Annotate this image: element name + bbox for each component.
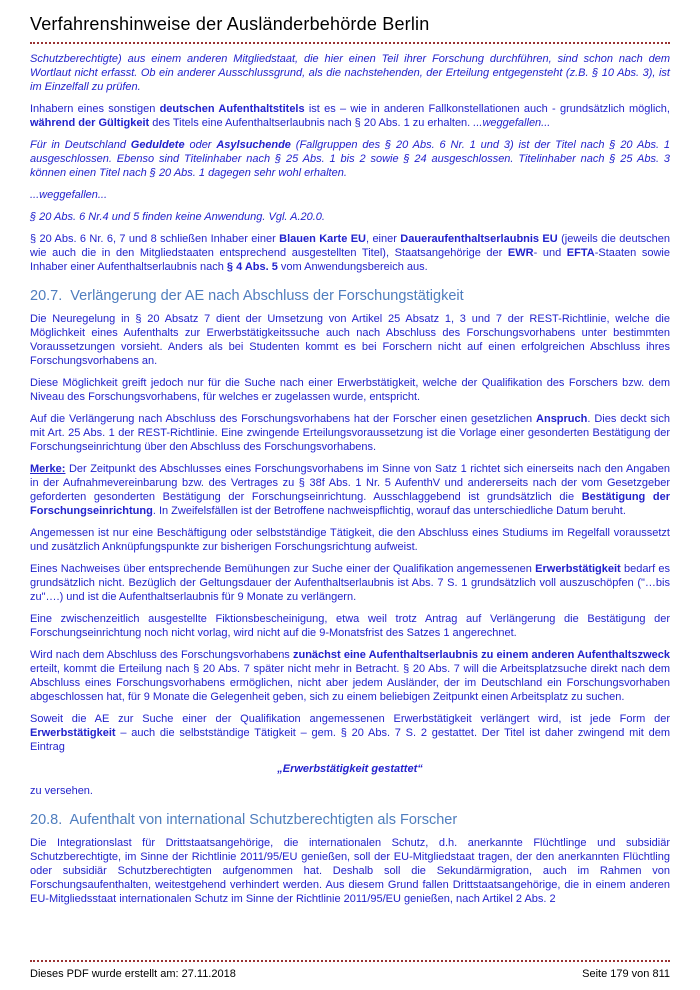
- paragraph: [30, 312, 670, 368]
- text-segment: erteilt, kommt die Erteilung nach § 20 Abs. 7 später nicht mehr in Betracht. § 20 Abs. 7 will die Arbeitsplatzsuche direkt nach dem Abschluss eines Forschungsvorhabens ermöglichen, nicht aber jedem Ausländer, der im Deutschland ein Forschungsvorhaben abgeschlossen hat, für 9 Monate die Gelegenheit geben, sich zu einem beliebigen Zeitpunkt einen Arbeitsplatz zu suchen.: [30, 663, 670, 703]
- text-segment: § 4 Abs. 5: [226, 261, 278, 273]
- text-segment: ist es – wie in anderen Fallkonstellationen auch - grundsätzlich möglich,: [304, 103, 670, 115]
- text-segment: Wird nach dem Abschluss des Forschungsvorhabens: [30, 649, 293, 661]
- text-segment: des Titels eine Aufenthaltserlaubnis nach § 20 Abs. 1 zu erhalten.: [149, 117, 474, 129]
- text-segment: Geduldete: [130, 139, 185, 151]
- text-segment: Die Neuregelung in § 20 Absatz 7 dient der Umsetzung von Artikel 25 Absatz 1, 3 und 7 der REST-Richtlinie, welche die Möglichkeit eines Aufenthalts zur Erwerbstätigkeitssuche auch nach Abschluss des Forschungsvorhabens unter bestimmten Voraussetzungen vorsieht. Anders als bei Studenten kommt es bei Forschern nicht auf einen erfolgreichen Abschluss ihres Forschungsvorhabens an.: [30, 313, 670, 367]
- text-segment: Soweit die AE zur Suche einer der Qualifikation angemessenen Erwerbstätigkeit verlängert wird, ist jede Form der: [30, 713, 670, 725]
- text-segment: Angemessen ist nur eine Beschäftigung oder selbstständige Tätigkeit, die den Abschluss eines Studiums im Regelfall voraussetzt und zusätzlich Anknüpfungspunkte zur bisherigen Forschungsrichtung aufweist.: [30, 527, 670, 553]
- text-segment: Blauen Karte EU: [279, 233, 366, 245]
- text-segment: § 20 Abs. 6 Nr. 6, 7 und 8 schließen Inhaber einer: [30, 233, 280, 245]
- footer-divider: [30, 960, 670, 962]
- text-segment: . In Zweifelsfällen ist der Betroffene nachweispflichtig, worauf das unterschiedliche Datum beruht.: [152, 505, 626, 517]
- document-body: [30, 52, 670, 906]
- text-segment: Schutzberechtigte) aus einem anderen Mitgliedstaat, die hier einen Teil ihrer Forschung durchführen, sind schon nach dem Wortlaut nicht erfasst. Ob ein anderer Ausschlussgrund, als die nachstehenden, der Erteilung entgegensteht (z.B. § 10 Abs. 3), ist im Einzelfall zu prüfen.: [30, 53, 670, 93]
- page-footer: [30, 960, 670, 980]
- text-segment: bedarf es grundsätzlich nicht. Bezüglich der Geltungsdauer der Aufenthaltserlaubnis ist Abs. 7 S. 1 grundsätzlich voll auszuschöpfen ("…bis zu"….) und ist die Aufenthaltserlaubnis für 9 Monate zu verlängern.: [30, 563, 670, 603]
- text-segment: Erwerbstätigkeit: [30, 727, 116, 739]
- paragraph: [30, 648, 670, 704]
- text-segment: Der Zeitpunkt des Abschlusses eines Forschungsvorhabens im Sinne von Satz 1 richtet sich einerseits nach den Angaben in der Aufnahmevereinbarung bzw. des Vertrages zu § 38f Abs. 1 Nr. 5 AufenthV und andererseits nach der vom Gesetzgeber geforderten gesonderten Bestätigung der Forschungseinrichtung. Ausschlaggebend ist grundsätzlich die: [30, 463, 670, 503]
- text-segment: ...weggefallen...: [473, 117, 551, 129]
- paragraph: [30, 562, 670, 604]
- text-segment: , einer: [366, 233, 401, 245]
- paragraph: [30, 232, 670, 274]
- text-segment: -Staaten sowie Inhaber einer Aufenthaltserlaubnis nach: [30, 247, 670, 273]
- text-segment: Anspruch: [536, 413, 588, 425]
- entry-quote-line: [30, 762, 670, 776]
- section-20-7-heading: 20.7. Verlängerung der AE nach Abschluss der Forschungstätigkeit: [30, 288, 464, 304]
- paragraph: [30, 102, 670, 130]
- section-20-8-heading: 20.8. Aufenthalt von international Schutzberechtigten als Forscher: [30, 812, 458, 828]
- text-segment: „Erwerbstätigkeit gestattet“: [277, 763, 423, 775]
- paragraph: [30, 612, 670, 640]
- paragraph: [30, 784, 670, 798]
- text-segment: (jeweils die deutschen wie auch die in den Mitgliedstaaten entsprechend ausgestellten Titel), Staatsangehörige der: [30, 233, 670, 259]
- text-segment: Erwerbstätigkeit: [535, 563, 621, 575]
- paragraph: [30, 526, 670, 554]
- text-segment: Merke:: [30, 463, 66, 475]
- title-divider: [30, 42, 670, 44]
- text-segment: - und: [533, 247, 567, 259]
- footer-created-date: Dieses PDF wurde erstellt am: 27.11.2018: [30, 968, 236, 980]
- text-segment: Die Integrationslast für Drittstaatsangehörige, die internationalen Schutz, d.h. anerkannte Flüchtlinge und subsidiär Schutzberechtigte, im Sinne der Richtlinie 2011/95/EU genießen, soll der EU-Mitgliedstaat tragen, der den anerkannten Flüchtling oder subsidiär Schutzberechtigten aufgenommen hat. Deshalb soll die Sekundärmigration, auch im Rahmen von Forschungsaufenthalten, weitestgehend verhindert werden. Aus diesem Grund fallen Drittstaatsangehörige, die in einem anderen EU-Mitgliedsstaat internationalen Schutz im Sinne der Richtlinie 2011/95/EU genießen, nach Artikel 2 Abs. 2: [30, 837, 670, 905]
- footer-page-number: Seite 179 von 811: [582, 968, 670, 980]
- text-segment: EFTA: [566, 247, 595, 259]
- text-segment: Für in Deutschland: [30, 139, 131, 151]
- paragraph: [30, 462, 670, 518]
- text-segment: (Fallgruppen des § 20 Abs. 6 Nr. 1 und 3) ist der Titel nach § 20 Abs. 1 ausgeschlossen. Ebenso sind Titelinhaber nach § 25 Abs. 1 bis 2 sowie § 24 ausgeschlossen. Titelinhaber nach § 25 Abs. 3 können einen Titel nach § 20 Abs. 1 dagegen sehr wohl erhalten.: [30, 139, 670, 179]
- text-segment: während der Gültigkeit: [30, 117, 150, 129]
- paragraph: [30, 376, 670, 404]
- text-segment: Eine zwischenzeitlich ausgestellte Fiktionsbescheinigung, etwa weil trotz Antrag auf Verlängerung die Bestätigung der Forschungseinrichtung noch nicht vorlag, wird nicht auf die 9-Monatsfrist des Satzes 1 angerechnet.: [30, 613, 670, 639]
- text-segment: Auf die Verlängerung nach Abschluss des Forschungsvorhabens hat der Forscher einen gesetzlichen: [30, 413, 537, 425]
- text-segment: – auch die selbstständige Tätigkeit – gem. § 20 Abs. 7 S. 2 gestattet. Der Titel ist daher zwingend mit dem Eintrag: [30, 727, 670, 753]
- paragraph: [30, 188, 670, 202]
- text-segment: . Dies deckt sich mit Art. 25 Abs. 1 der REST-Richtlinie. Eine zwingende Erteilungsvoraussetzung ist die Vorlage einer gesonderten Bestätigung der Forschungseinrichtung über den Abschluss des Forschungsvorhabens.: [30, 413, 670, 453]
- text-segment: Daueraufenthaltserlaubnis EU: [400, 233, 558, 245]
- text-segment: EWR: [507, 247, 534, 259]
- text-segment: zunächst eine Aufenthaltserlaubnis zu einem anderen Aufenthaltszweck: [292, 649, 670, 661]
- text-segment: ...weggefallen...: [30, 189, 108, 201]
- text-segment: deutschen Aufenthaltstitels: [159, 103, 305, 115]
- paragraph: [30, 412, 670, 454]
- text-segment: oder: [184, 139, 217, 151]
- text-segment: Asylsuchende: [216, 139, 291, 151]
- paragraph: [30, 712, 670, 754]
- text-segment: Bestätigung der Forschungseinrichtung: [30, 491, 670, 517]
- text-segment: vom Anwendungsbereich aus.: [277, 261, 428, 273]
- paragraph: [30, 52, 670, 94]
- paragraph: [30, 836, 670, 906]
- paragraph: [30, 210, 670, 224]
- page-title: Verfahrenshinweise der Ausländerbehörde Berlin: [30, 14, 430, 34]
- paragraph: [30, 138, 670, 180]
- text-segment: Inhabern eines sonstigen: [30, 103, 160, 115]
- footer-row: [30, 968, 670, 980]
- text-segment: Eines Nachweises über entsprechende Bemühungen zur Suche einer der Qualifikation angemessenen: [30, 563, 536, 575]
- text-segment: Diese Möglichkeit greift jedoch nur für die Suche nach einer Erwerbstätigkeit, welche der Qualifikation des Forschers bzw. dem Niveau des Forschungsvorhabens, für welches er zugelassen wurde, entspricht.: [30, 377, 670, 403]
- text-segment: § 20 Abs. 6 Nr.4 und 5 finden keine Anwendung. Vgl. A.20.0.: [30, 211, 325, 223]
- text-segment: zu versehen.: [30, 785, 93, 797]
